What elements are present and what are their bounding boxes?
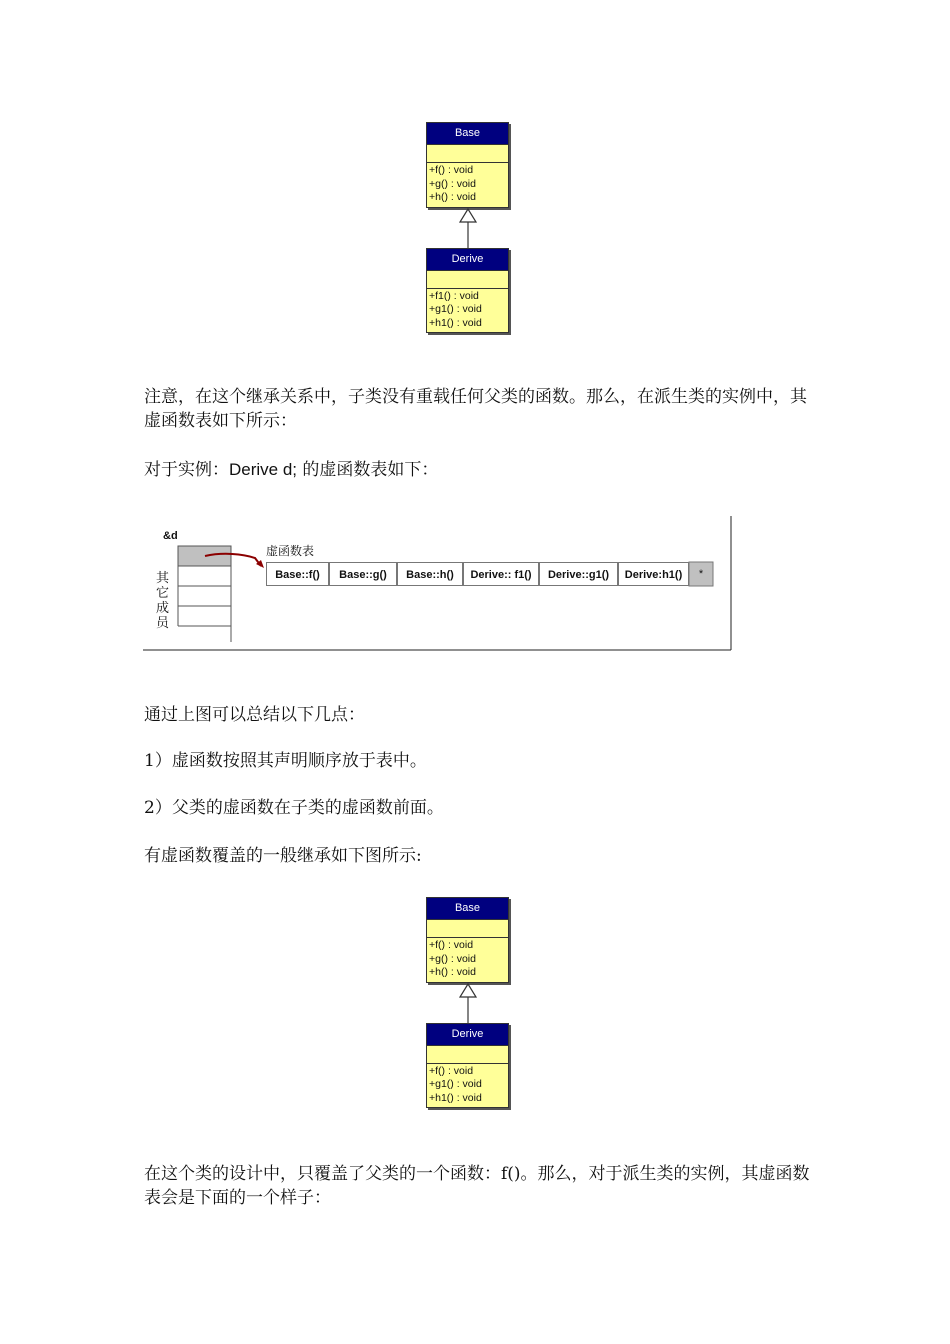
method: +g() : void xyxy=(429,177,476,190)
paragraph: 在这个类的设计中，只覆盖了父类的一个函数：f()。那么，对于派生类的实例，其虚函数表会是下面的一个样子： xyxy=(144,1164,810,1208)
class-name: Base xyxy=(427,123,508,144)
paragraph: 注意，在这个继承关系中，子类没有重载任何父类的函数。那么，在派生类的实例中，其虚函数表如下所示： xyxy=(144,387,807,431)
method-list xyxy=(427,288,508,333)
text: 对于实例： xyxy=(144,460,229,480)
class-base xyxy=(426,122,509,208)
method: +g1() : void xyxy=(429,1078,482,1090)
method: +f() : void xyxy=(429,939,474,951)
paragraph: 有虚函数覆盖的一般继承如下图所示: xyxy=(144,846,422,866)
class-derive xyxy=(426,1023,509,1109)
vtable-entry: Base::f() xyxy=(266,562,329,586)
code-text: Derive d; xyxy=(229,460,298,479)
list-item: 2）父类的虚函数在子类的虚函数前面。 xyxy=(144,798,444,818)
table-title: 虚函数表 xyxy=(266,544,315,558)
vtable-entry: Base::h() xyxy=(397,562,463,586)
method-list xyxy=(427,162,508,207)
side-label: 其 它 成 员 xyxy=(156,571,170,631)
list-item: 1）虚函数按照其声明顺序放于表中。 xyxy=(144,751,427,771)
paragraph xyxy=(144,458,814,482)
method: +f() : void xyxy=(429,1064,474,1077)
vtable-figure xyxy=(143,516,733,652)
method: +f() : void xyxy=(429,164,474,176)
inheritance-arrow xyxy=(456,983,480,1023)
method-list xyxy=(427,937,508,982)
vtable-entry: Base::g() xyxy=(329,562,397,586)
text: 的虚函数表如下： xyxy=(297,460,439,480)
inheritance-arrow xyxy=(456,208,480,248)
uml-diagram-2 xyxy=(426,897,511,1108)
method: +g() : void xyxy=(429,952,476,965)
class-derive xyxy=(426,248,509,334)
vtable-entry: Derive::g1() xyxy=(539,562,618,586)
method: +f1() : void xyxy=(429,289,479,302)
class-base xyxy=(426,897,509,983)
uml-diagram-1 xyxy=(426,122,511,333)
vtable-entry: Derive:: f1() xyxy=(463,562,539,586)
method: +h() : void xyxy=(429,191,476,203)
class-name: Derive xyxy=(427,249,508,270)
method: +g1() : void xyxy=(429,303,482,315)
method: +h1() : void xyxy=(429,316,482,329)
class-name: Base xyxy=(427,898,508,919)
paragraph: 通过上图可以总结以下几点： xyxy=(144,705,365,725)
method: +h1() : void xyxy=(429,1091,482,1104)
pointer-label: &d xyxy=(163,530,178,542)
vtable-terminator: * xyxy=(698,568,704,580)
class-name: Derive xyxy=(427,1024,508,1045)
vtable-entry: Derive:h1() xyxy=(618,562,689,586)
method-list xyxy=(427,1063,508,1108)
method: +h() : void xyxy=(429,966,476,978)
